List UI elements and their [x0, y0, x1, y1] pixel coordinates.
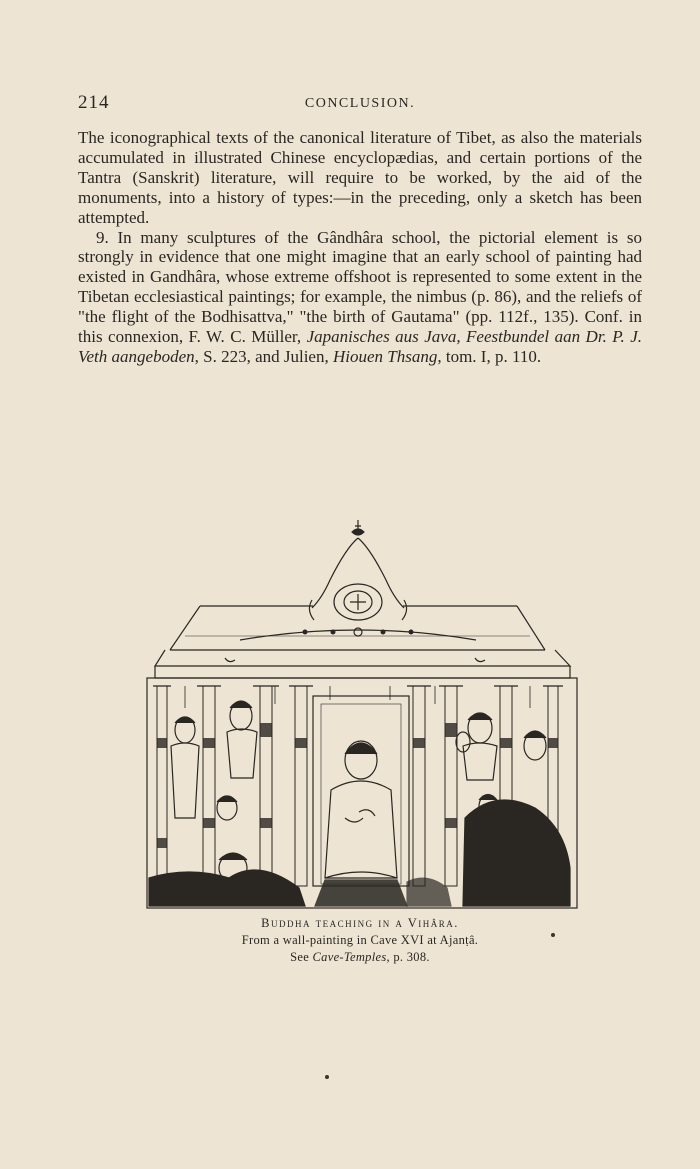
caption-reference-suffix: , p. 308.	[386, 950, 430, 964]
body-text	[78, 128, 642, 367]
running-head: CONCLUSION.	[304, 96, 416, 111]
figure-caption	[100, 915, 620, 966]
paragraph-2-text-1: 9. In many sculptures of the Gândhâra school, the pictorial element is so strongly in evidence that one might imagine that an early school of painting had existed in Gandhâra, whose extreme offshoot is represented to some extent in the Tibetan ecclesiastical paintings; for example, the nimbus (p. 86), and the reliefs of "the flight of the Bodhisattva," "the birth of Gautama" (pp. 112f., 135). Conf. in this connexion, F. W. C. Müller,	[78, 227, 642, 347]
illustration-drawing	[145, 518, 580, 913]
caption-source: From a wall-painting in Cave XVI at Ajanṭâ.	[241, 933, 479, 947]
page-header	[78, 92, 642, 116]
paragraph-2-citation-title: Japanisches aus Java, Feestbundel aan Dr. P. J. Veth aangeboden	[78, 327, 642, 366]
caption-reference-title: Cave-Temples	[312, 950, 387, 964]
paragraph-2-text-3: , tom. I, p. 110.	[437, 346, 542, 366]
print-speck	[551, 933, 555, 937]
paragraph-2	[78, 228, 642, 367]
caption-title: Buddha teaching in a Vihâra.	[261, 916, 459, 930]
caption-reference	[100, 949, 620, 966]
buddha-vihara-illustration	[145, 518, 580, 913]
caption-reference-prefix: See	[290, 950, 313, 964]
page-number: 214	[78, 92, 110, 113]
paragraph-2-text-2: , S. 223, and Julien,	[194, 346, 333, 366]
paragraph-2-citation-hiouen: Hiouen Thsang	[332, 346, 438, 366]
paragraph-1: The iconographical texts of the canonical literature of Tibet, as also the materials accumulated in illustrated Chinese encyclopædias, and certain portions of the Tantra (Sanskrit) literature, will require to be worked, by the aid of the monuments, into a history of types:—in the preceding, only a sketch has been attempted.	[78, 128, 642, 227]
print-speck-lower	[325, 1075, 329, 1079]
